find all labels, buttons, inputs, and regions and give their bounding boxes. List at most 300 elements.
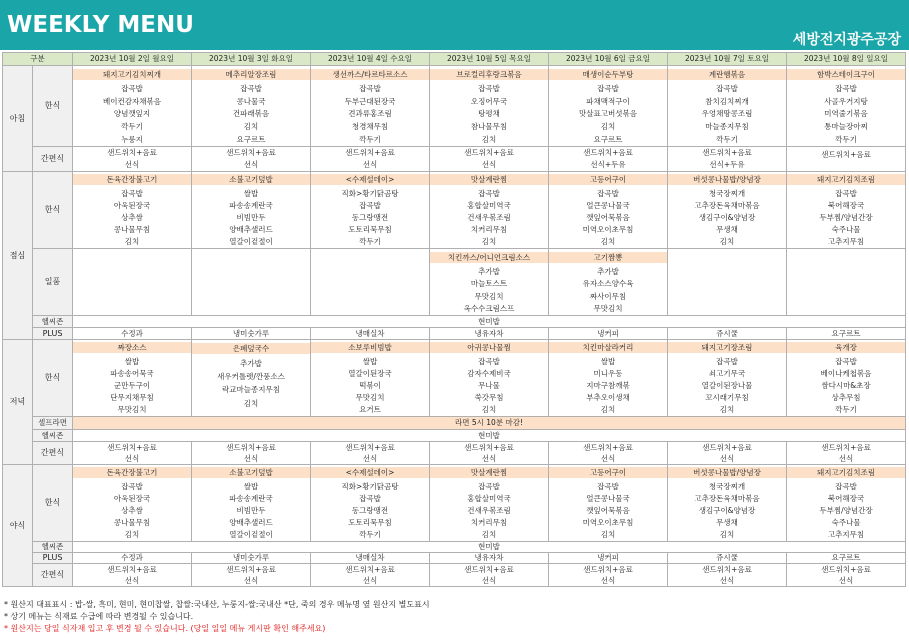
day-header: 2023년 10월 6일 금요일: [549, 53, 668, 66]
dish-item: 잡곡밥: [716, 356, 738, 366]
main-dish: 버섯콩나물밥/양념장: [668, 174, 786, 185]
dish-list: [787, 564, 905, 586]
dish-item: 상추쌈: [121, 213, 143, 223]
menu-cell: [430, 564, 549, 587]
dish-item: 참치김치찌개: [705, 96, 749, 106]
dish-item: 콩나물국: [236, 96, 266, 106]
dish-item: 김치: [481, 134, 497, 144]
dish-item: 잡곡밥: [121, 83, 143, 93]
dish-item: 열갈이겉절이: [229, 530, 273, 540]
dish-item: 쇠고기무국: [708, 368, 746, 378]
main-dish: 고등어구이: [549, 174, 667, 185]
menu-cell: [787, 442, 906, 465]
category-plus: PLUS: [33, 328, 73, 340]
main-dish: 돼지고기장조림: [668, 342, 786, 353]
dish-item: 상추무침: [831, 393, 861, 403]
menu-cell: [668, 442, 787, 465]
menu-cell: [192, 442, 311, 465]
dish-item: 쑥갓무침: [474, 393, 504, 403]
dish-item: 잡곡밥: [359, 83, 381, 93]
category-snack: 간편식: [33, 147, 73, 172]
plus-item: 요구르트: [787, 553, 906, 564]
dish-item: 김치: [719, 237, 735, 247]
table-row: [3, 147, 906, 172]
dish-item: 잡곡밥: [359, 493, 381, 503]
brand-logo: 세방전지광주공장: [792, 32, 901, 48]
menu-cell: [549, 172, 668, 249]
dish-item: 선식: [124, 453, 140, 463]
table-row: [3, 553, 906, 564]
table-row: [3, 417, 906, 430]
dish-item: 깍두기: [716, 134, 738, 144]
dish-item: 파송송계란국: [229, 493, 273, 503]
dish-item: 잡곡밥: [121, 188, 143, 198]
menu-cell: [192, 465, 311, 542]
menu-cell: [668, 147, 787, 172]
menu-cell: [430, 340, 549, 417]
menu-cell: [668, 465, 787, 542]
dish-item: 잡곡밥: [835, 83, 857, 93]
dish-item: 통마늘장아찌: [824, 122, 868, 132]
dish-list: [73, 172, 191, 248]
dish-list: [430, 465, 548, 541]
menu-cell: [668, 66, 787, 147]
plus-item: 냉미숫가루: [192, 328, 311, 340]
dish-item: 떡볶이: [359, 381, 381, 391]
page-title: WEEKLY MENU: [7, 12, 194, 38]
dish-item: 건새우볶조림: [467, 213, 511, 223]
plus-item: 냉유자차: [430, 328, 549, 340]
origin-note: * 원산지 대표표시 : 밥-쌀, 흑미, 현미, 현미찹쌀, 찹쌀:국내산, 누룽지-쌀:국내산 *단, 죽의 경우 메뉴명 옆 원산지 별도표시: [4, 600, 430, 609]
dish-item: 김치: [481, 405, 497, 415]
table-row: [3, 564, 906, 587]
dish-item: 잡곡밥: [835, 356, 857, 366]
dish-item: 샌드위치+음료: [464, 442, 514, 452]
menu-cell: [73, 147, 192, 172]
dish-item: 샌드위치+음료: [821, 442, 871, 452]
day-header: 2023년 10월 5일 목요일: [430, 53, 549, 66]
dish-item: 새우커틀렛/깐풍소스: [217, 372, 285, 382]
dish-item: 군만두구이: [113, 381, 151, 391]
day-header: 2023년 10월 3일 화요일: [192, 53, 311, 66]
main-dish: 맛살계란찜: [430, 467, 548, 478]
menu-cell: [549, 147, 668, 172]
menu-cell: [430, 249, 549, 316]
category-snack: 간편식: [33, 564, 73, 587]
main-dish: 매생이순두부탕: [549, 69, 667, 80]
dish-item: 미니우동: [593, 368, 623, 378]
dish-item: 꼬시래기무침: [705, 393, 749, 403]
dish-item: 쌀밥: [243, 188, 259, 198]
menu-cell: [311, 172, 430, 249]
menu-cell: [549, 66, 668, 147]
dish-list: [192, 340, 310, 416]
dish-item: 생김구이&양념장: [698, 213, 756, 223]
dish-item: 도토리묵무침: [348, 518, 392, 528]
main-dish: 돼지고기김치조림: [787, 174, 905, 185]
dish-item: 쌀밥: [362, 356, 378, 366]
dish-item: 김치: [481, 530, 497, 540]
dish-item: 양념깻잎지: [113, 109, 151, 119]
dish-list: [549, 442, 667, 464]
main-dish: 고기짬뽕: [549, 252, 667, 263]
menu-cell: [311, 564, 430, 587]
dish-item: 잡곡밥: [359, 200, 381, 210]
dish-item: 잡곡밥: [597, 481, 619, 491]
main-dish: 짜장소스: [73, 342, 191, 353]
dish-item: 미역오이초무침: [582, 518, 634, 528]
dish-item: 선식: [600, 453, 616, 463]
dish-item: 선식: [243, 160, 259, 170]
menu-cell: [549, 249, 668, 316]
main-dish: 돈육간장불고기: [73, 174, 191, 185]
dish-list: [549, 66, 667, 146]
plus-item: 냉커피: [549, 553, 668, 564]
dish-list: [311, 172, 429, 248]
dish-item: 양배추샐러드: [229, 225, 273, 235]
dish-item: 김치: [124, 530, 140, 540]
dish-list: [73, 66, 191, 146]
dish-list: [430, 147, 548, 171]
dish-item: 깻잎어묵볶음: [586, 213, 630, 223]
dish-item: 깍두기: [359, 134, 381, 144]
dish-item: 잡곡밥: [716, 83, 738, 93]
dish-item: 두부찜/양념간장: [819, 213, 873, 223]
day-header: 2023년 10월 7일 토요일: [668, 53, 787, 66]
main-dish: 육개장: [787, 342, 905, 353]
dish-item: 파송송어묵국: [110, 368, 154, 378]
dish-item: 샌드위치+음료: [107, 148, 157, 158]
dish-item: 베이컨감자채볶음: [103, 96, 161, 106]
main-dish: 생선까스/타르타르소스: [311, 69, 429, 80]
dish-item: 청경채무침: [351, 122, 389, 132]
dish-item: 사골우거지탕: [824, 96, 868, 106]
dish-list: [787, 465, 905, 541]
dish-item: 잡곡밥: [597, 188, 619, 198]
dish-item: 선식: [838, 453, 854, 463]
main-dish: 계란햄볶음: [668, 69, 786, 80]
dish-item: 선식: [838, 575, 854, 585]
health-zone-cell: 현미밥: [73, 430, 906, 442]
dish-item: 김치: [600, 122, 616, 132]
dish-list: [430, 564, 548, 586]
dish-list: [73, 465, 191, 541]
dish-list: [668, 442, 786, 464]
dish-item: 선식: [481, 453, 497, 463]
menu-cell: [787, 147, 906, 172]
dish-item: 선식: [124, 575, 140, 585]
dish-item: 잡곡밥: [240, 83, 262, 93]
menu-cell: [192, 340, 311, 417]
menu-cell: [430, 66, 549, 147]
dish-item: 선식: [362, 160, 378, 170]
dish-item: 쌈다시마&초장: [821, 381, 871, 391]
menu-cell: [73, 66, 192, 147]
dish-list: [668, 147, 786, 171]
dish-item: 샌드위치+음료: [702, 442, 752, 452]
dish-item: 무생채: [716, 518, 738, 528]
main-dish: 소불고기덮밥: [192, 174, 310, 185]
dish-item: 청국장찌개: [708, 481, 746, 491]
dish-item: 김치: [600, 530, 616, 540]
dish-item: 두부근대된장국: [344, 96, 396, 106]
menu-cell: [549, 465, 668, 542]
dish-item: 잡곡밥: [478, 356, 500, 366]
menu-cell: [668, 340, 787, 417]
dish-item: 치커리무침: [470, 518, 508, 528]
menu-cell: [73, 442, 192, 465]
dish-item: 베이나케첩볶음: [820, 368, 872, 378]
category-health: 헬씨존: [33, 316, 73, 328]
dish-item: 숙주나물: [831, 518, 861, 528]
dish-item: 쌀밥: [124, 356, 140, 366]
plus-item: 냉유자차: [430, 553, 549, 564]
main-dish: 소보루비빔밥: [311, 342, 429, 353]
empty-cell: [311, 249, 430, 316]
dish-item: 요구르트: [593, 134, 623, 144]
dish-list: [192, 147, 310, 171]
empty-cell: [192, 249, 311, 316]
dish-item: 탕평채: [478, 109, 500, 119]
menu-cell: [549, 340, 668, 417]
main-dish: <수제설데이>: [311, 174, 429, 185]
dish-item: 무맛김치: [474, 291, 504, 301]
dish-list: [787, 147, 905, 171]
dish-item: 잡곡밥: [597, 83, 619, 93]
menu-cell: [787, 66, 906, 147]
dish-item: 부추오이생채: [586, 393, 630, 403]
dish-item: 건새우볶조림: [467, 506, 511, 516]
menu-cell: [311, 66, 430, 147]
dish-item: 잡곡밥: [121, 481, 143, 491]
dish-item: 추가밥: [240, 358, 262, 368]
dish-item: 깻잎어묵볶음: [586, 506, 630, 516]
dish-item: 김치: [600, 237, 616, 247]
dish-item: 쌀밥: [243, 481, 259, 491]
dish-item: 샌드위치+음료: [226, 442, 276, 452]
category-korean: 한식: [33, 340, 73, 417]
dish-item: 샌드위치+음료: [702, 148, 752, 158]
dish-item: 홍합살미역국: [467, 200, 511, 210]
plus-item: 쥬시쿨: [668, 553, 787, 564]
category-korean: 한식: [33, 66, 73, 147]
dish-item: 샌드위치+음료: [583, 148, 633, 158]
dish-item: 김치: [719, 405, 735, 415]
dish-item: 열갈이된장나물: [701, 381, 753, 391]
plus-item: 수정과: [73, 553, 192, 564]
dish-list: [430, 340, 548, 416]
dish-item: 무맛김치: [355, 393, 385, 403]
dish-item: 파채맥적구이: [586, 96, 630, 106]
table-row: [3, 465, 906, 542]
dish-item: 누룽지: [121, 134, 143, 144]
dish-item: 락교마늘종지무침: [222, 385, 280, 395]
dish-item: 미역줄기볶음: [824, 109, 868, 119]
health-zone-cell: 현미밥: [73, 316, 906, 328]
main-dish: 맛살계란찜: [430, 174, 548, 185]
dish-item: 북어해장국: [827, 200, 865, 210]
dish-item: 잡곡밥: [478, 188, 500, 198]
dish-list: [668, 465, 786, 541]
dish-item: 샌드위치+음료: [226, 564, 276, 574]
dish-item: 옥수수크림스프: [463, 304, 515, 313]
category-plus: PLUS: [33, 553, 73, 564]
dish-item: 열갈이겉절이: [229, 237, 273, 247]
dish-list: [430, 442, 548, 464]
menu-cell: [192, 564, 311, 587]
dish-list: [549, 340, 667, 416]
dish-item: 깍두기: [121, 122, 143, 132]
main-dish: 함박스테이크구이: [787, 69, 905, 80]
dish-item: 우엉채땅콩조림: [701, 109, 753, 119]
empty-cell: [787, 249, 906, 316]
dish-item: 샌드위치+음료: [345, 564, 395, 574]
menu-cell: [192, 172, 311, 249]
menu-cell: [668, 172, 787, 249]
dish-item: 유자소스양수육: [582, 279, 634, 288]
dish-item: 깍두기: [835, 405, 857, 415]
category-snack: 간편식: [33, 442, 73, 465]
dish-list: [549, 465, 667, 541]
dish-list: [549, 172, 667, 248]
menu-cell: [430, 147, 549, 172]
main-dish: 돼지고기김치조림: [787, 467, 905, 478]
main-dish: 치킨마살라커리: [549, 342, 667, 353]
dish-item: 선식: [243, 453, 259, 463]
dish-item: 샌드위치+음료: [821, 564, 871, 574]
dish-list: [192, 442, 310, 464]
dish-item: 선식: [124, 160, 140, 170]
dish-list: [73, 340, 191, 416]
dish-list: [430, 66, 548, 146]
dish-item: 선식+두유: [590, 160, 626, 170]
dish-list: [311, 442, 429, 464]
dish-item: 콩나물무침: [113, 225, 151, 235]
dish-item: 요거트: [359, 405, 381, 415]
dish-item: 선식: [719, 453, 735, 463]
menu-cell: [311, 442, 430, 465]
dish-item: 샌드위치+음료: [107, 564, 157, 574]
dish-item: 선식: [481, 575, 497, 585]
dish-item: 깍두기: [835, 134, 857, 144]
dish-item: 직화>황기닭곰탕: [341, 481, 399, 491]
dish-item: 김치: [719, 530, 735, 540]
dish-item: 상추쌈: [121, 506, 143, 516]
main-dish: 은폐덮국수: [192, 343, 310, 354]
menu-cell: [311, 340, 430, 417]
dish-item: 무맛김치: [593, 304, 623, 313]
table-row: [3, 340, 906, 417]
dish-item: 잡곡밥: [478, 481, 500, 491]
dish-item: 고추장돈육채마볶음: [694, 200, 760, 210]
weekly-menu-table: [2, 52, 906, 587]
dish-item: 선식: [362, 575, 378, 585]
dish-item: 김치: [124, 237, 140, 247]
dish-item: 선식: [362, 453, 378, 463]
dish-item: 비빔만두: [236, 506, 266, 516]
dish-list: [668, 564, 786, 586]
dish-list: [430, 249, 548, 315]
menu-cell: [430, 442, 549, 465]
dish-item: 오징어무국: [470, 96, 508, 106]
dish-list: [311, 465, 429, 541]
plus-item: 냉미숫가루: [192, 553, 311, 564]
menu-cell: [668, 564, 787, 587]
main-dish: <수제설데이>: [311, 467, 429, 478]
dish-item: 미역오이초무침: [582, 225, 634, 235]
table-row: [3, 66, 906, 147]
category-self-ramen: 셀프라면: [33, 417, 73, 430]
dish-item: 건파래볶음: [232, 109, 270, 119]
dish-item: 양배추샐러드: [229, 518, 273, 528]
dish-item: 선식+두유: [709, 160, 745, 170]
meal-label-dinner: 저녁: [3, 340, 33, 465]
dish-item: 쌀밥: [600, 356, 616, 366]
menu-cell: [787, 465, 906, 542]
dish-list: [668, 66, 786, 146]
dish-item: 직화>황기닭곰탕: [341, 188, 399, 198]
dish-item: 요구르트: [236, 134, 266, 144]
dish-list: [549, 147, 667, 171]
day-header: 2023년 10월 4일 수요일: [311, 53, 430, 66]
change-note: * 상기 메뉴는 식재료 수급에 따라 변경될 수 있습니다.: [4, 612, 194, 621]
dish-item: 샌드위치+음료: [702, 564, 752, 574]
menu-cell: [192, 147, 311, 172]
table-row: [3, 172, 906, 249]
menu-cell: [73, 465, 192, 542]
dish-item: 샌드위치+음료: [583, 442, 633, 452]
health-zone-cell: 현미밥: [73, 542, 906, 553]
menu-cell: [787, 564, 906, 587]
dish-list: [311, 340, 429, 416]
menu-cell: [430, 172, 549, 249]
meal-label-lunch: 점심: [3, 172, 33, 340]
plus-item: 수정과: [73, 328, 192, 340]
dish-item: 지마구참깨볶: [586, 381, 630, 391]
dish-item: 홍합살미역국: [467, 493, 511, 503]
dish-item: 청국장찌개: [708, 188, 746, 198]
dish-item: 도토리묵무침: [348, 225, 392, 235]
dish-item: 선식: [600, 575, 616, 585]
header-label: 구분: [3, 53, 73, 66]
day-header: 2023년 10월 2일 월요일: [73, 53, 192, 66]
main-dish: 돈육간장불고기: [73, 467, 191, 478]
dish-item: 짜사이무침: [589, 291, 627, 301]
menu-cell: [73, 172, 192, 249]
plus-item: 쥬시쿨: [668, 328, 787, 340]
main-dish: 돼지고기김치찌개: [73, 69, 191, 80]
dish-item: 동그랑땡전: [351, 213, 389, 223]
menu-cell: [787, 172, 906, 249]
dish-item: 얼큰콩나물국: [586, 493, 630, 503]
dish-list: [311, 147, 429, 171]
dish-list: [668, 340, 786, 416]
dish-item: 추가밥: [478, 266, 500, 276]
dish-item: 견과류홍조림: [348, 109, 392, 119]
dish-item: 마늘토스트: [470, 279, 508, 288]
main-dish: 소불고기덮밥: [192, 467, 310, 478]
dish-list: [73, 442, 191, 464]
dish-item: 깍두기: [359, 530, 381, 540]
main-dish: 메추리알장조림: [192, 69, 310, 80]
day-header: 2023년 10월 8일 일요일: [787, 53, 906, 66]
dish-item: 맛살표고버섯볶음: [579, 109, 637, 119]
plus-item: 냉커피: [549, 328, 668, 340]
self-ramen-note: 라면 5시 10분 마감!: [73, 417, 906, 430]
menu-cell: [311, 465, 430, 542]
dish-item: 선식: [243, 575, 259, 585]
dish-item: 김치: [481, 237, 497, 247]
